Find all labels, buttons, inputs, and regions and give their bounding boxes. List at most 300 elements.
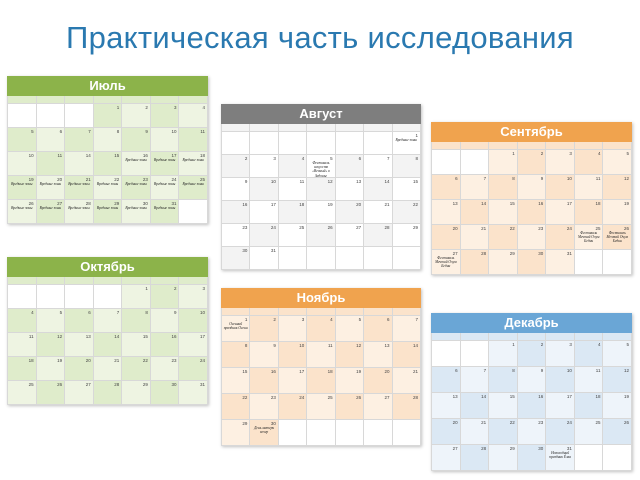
- day-number: 15: [509, 394, 515, 399]
- day-cell: [179, 333, 208, 357]
- day-cell: [221, 368, 250, 394]
- day-cell: [65, 176, 94, 200]
- day-number: 3: [569, 151, 572, 156]
- day-cell: [279, 201, 307, 224]
- day-number: 31: [171, 201, 177, 206]
- day-number: 25: [595, 420, 601, 425]
- day-cell: [37, 309, 66, 333]
- weekday-cell: [489, 142, 518, 150]
- day-cell: [65, 381, 94, 405]
- day-cell: [221, 394, 250, 420]
- day-cell: [461, 225, 490, 250]
- day-number: 22: [142, 358, 148, 363]
- day-number: 28: [114, 382, 120, 387]
- day-cell: [461, 175, 490, 200]
- day-cell: [518, 200, 547, 225]
- day-number: 14: [481, 201, 487, 206]
- day-cell: [37, 104, 66, 128]
- day-number: 23: [270, 395, 276, 400]
- day-number: 6: [387, 317, 390, 322]
- day-cell: [546, 393, 575, 419]
- day-cell: [364, 224, 392, 247]
- day-number: 9: [540, 368, 544, 373]
- day-number: 13: [85, 334, 91, 339]
- day-cell: [575, 250, 604, 275]
- day-cell: [7, 176, 37, 200]
- day-number: 19: [624, 201, 630, 206]
- weekday-cell: [279, 308, 307, 316]
- day-cell: [179, 357, 208, 381]
- day-number: 23: [171, 358, 177, 363]
- calendar-grid: [221, 132, 421, 270]
- day-number: 16: [171, 334, 177, 339]
- week-row: [7, 357, 208, 381]
- day-cell: [431, 225, 461, 250]
- day-cell: [336, 201, 364, 224]
- day-cell: [336, 247, 364, 270]
- weekday-cell: [489, 333, 518, 341]
- day-number: 19: [28, 177, 34, 182]
- day-number: 6: [88, 310, 91, 315]
- day-number: 24: [566, 420, 572, 425]
- day-cell: [364, 368, 392, 394]
- day-cell: [151, 152, 180, 176]
- week-row: [431, 419, 632, 445]
- day-number: 27: [356, 225, 362, 230]
- calendar-november: [221, 288, 421, 446]
- day-cell: [431, 393, 461, 419]
- calendar-grid: [7, 285, 208, 405]
- day-cell: [603, 393, 632, 419]
- day-number: 23: [242, 225, 248, 230]
- day-cell: [393, 368, 421, 394]
- weekday-cell: [37, 96, 66, 104]
- weekday-cell: [393, 124, 421, 132]
- day-cell: [431, 150, 461, 175]
- day-cell: [122, 333, 151, 357]
- weekday-cell: [279, 124, 307, 132]
- day-number: 3: [569, 342, 572, 347]
- day-cell: [518, 175, 547, 200]
- day-cell: [7, 152, 37, 176]
- day-cell: [603, 419, 632, 445]
- day-number: 13: [384, 343, 390, 348]
- day-event-note: Вредные зоны: [153, 206, 176, 210]
- day-number: 12: [356, 343, 362, 348]
- weekday-strip: [431, 333, 632, 341]
- day-number: 4: [597, 151, 601, 156]
- day-number: 2: [540, 151, 544, 156]
- day-number: 5: [626, 151, 630, 156]
- day-cell: [221, 224, 250, 247]
- day-number: 18: [595, 201, 601, 206]
- day-number: 21: [85, 177, 91, 182]
- day-cell: [364, 201, 392, 224]
- day-cell: [221, 420, 250, 446]
- day-number: 7: [88, 129, 91, 134]
- day-cell: [307, 342, 335, 368]
- week-row: [221, 132, 421, 155]
- day-number: 29: [509, 251, 515, 256]
- day-cell: [122, 176, 151, 200]
- day-cell: [151, 200, 180, 224]
- day-cell: [431, 175, 461, 200]
- day-event-note: Вредные зоны: [11, 182, 33, 186]
- day-number: 20: [85, 358, 91, 363]
- day-cell: [461, 367, 490, 393]
- day-cell: [221, 132, 250, 155]
- weekday-cell: [546, 142, 575, 150]
- day-cell: [221, 342, 250, 368]
- day-number: 17: [171, 153, 177, 158]
- day-number: 8: [512, 368, 515, 373]
- day-number: 31: [566, 446, 572, 451]
- day-cell: [461, 200, 490, 225]
- month-header: Август: [221, 104, 421, 124]
- weekday-cell: [151, 277, 180, 285]
- day-number: 14: [85, 153, 91, 158]
- day-cell: [250, 247, 278, 270]
- day-cell: [7, 200, 37, 224]
- day-cell: [575, 150, 604, 175]
- day-number: 16: [142, 153, 148, 158]
- day-number: 1: [415, 133, 418, 138]
- day-cell: [393, 247, 421, 270]
- day-event-note: Вредные зоны: [96, 182, 119, 186]
- day-cell: [179, 309, 208, 333]
- day-cell: [546, 367, 575, 393]
- day-number: 7: [116, 310, 120, 315]
- day-cell: [94, 333, 123, 357]
- day-number: 9: [273, 343, 276, 348]
- day-number: 30: [142, 201, 148, 206]
- day-cell: [7, 381, 37, 405]
- day-cell: [461, 393, 490, 419]
- week-row: [7, 333, 208, 357]
- day-cell: [151, 309, 180, 333]
- weekday-cell: [575, 333, 604, 341]
- day-cell: [307, 178, 335, 201]
- day-cell: [575, 445, 604, 471]
- week-row: [431, 225, 632, 250]
- day-cell: [489, 341, 518, 367]
- day-number: 12: [624, 368, 630, 373]
- day-cell: [65, 152, 94, 176]
- day-number: 9: [145, 129, 148, 134]
- day-cell: [489, 150, 518, 175]
- week-row: [431, 341, 632, 367]
- day-cell: [179, 128, 208, 152]
- calendar-december: [431, 313, 632, 471]
- day-number: 16: [270, 369, 276, 374]
- week-row: [221, 224, 421, 247]
- day-number: 11: [299, 179, 305, 184]
- day-number: 12: [327, 179, 333, 184]
- day-number: 13: [452, 394, 458, 399]
- day-number: 18: [200, 153, 206, 158]
- calendar-august: [221, 104, 421, 270]
- day-event-note: Фестиваль Мечтай Очум Бедин: [435, 256, 457, 269]
- week-row: [221, 342, 421, 368]
- day-number: 10: [270, 179, 276, 184]
- day-cell: [489, 200, 518, 225]
- day-number: 24: [299, 395, 305, 400]
- day-number: 26: [624, 420, 630, 425]
- day-number: 27: [384, 395, 390, 400]
- calendar-july: [7, 76, 208, 224]
- day-number: 29: [142, 382, 148, 387]
- day-number: 15: [142, 334, 148, 339]
- calendar-grid: [431, 341, 632, 471]
- day-cell: [37, 128, 66, 152]
- day-cell: [307, 224, 335, 247]
- day-cell: [279, 224, 307, 247]
- day-cell: [489, 393, 518, 419]
- day-cell: [250, 394, 278, 420]
- week-row: [7, 128, 208, 152]
- day-cell: [94, 381, 123, 405]
- day-cell: [179, 285, 208, 309]
- week-row: [7, 104, 208, 128]
- week-row: [431, 150, 632, 175]
- week-row: [221, 316, 421, 342]
- day-event-note: Фестиваль Мечтай Очум Бедин: [606, 231, 628, 244]
- day-cell: [518, 341, 547, 367]
- day-event-note: Вредные зоны: [39, 206, 62, 210]
- month-header: Сентябрь: [431, 122, 632, 142]
- week-row: [221, 247, 421, 270]
- day-number: 23: [142, 177, 148, 182]
- weekday-cell: [518, 333, 547, 341]
- day-cell: [151, 381, 180, 405]
- day-cell: [250, 201, 278, 224]
- day-number: 15: [412, 179, 418, 184]
- day-cell: [364, 342, 392, 368]
- day-cell: [546, 445, 575, 471]
- day-cell: [221, 201, 250, 224]
- day-cell: [279, 316, 307, 342]
- day-cell: [151, 176, 180, 200]
- day-cell: [307, 368, 335, 394]
- day-cell: [393, 178, 421, 201]
- day-cell: [518, 393, 547, 419]
- day-number: 30: [242, 248, 248, 253]
- day-number: 8: [415, 156, 418, 161]
- day-cell: [307, 155, 335, 178]
- day-number: 18: [299, 202, 305, 207]
- day-number: 1: [145, 286, 148, 291]
- day-number: 10: [200, 310, 206, 315]
- day-number: 7: [483, 176, 487, 181]
- day-number: 29: [114, 201, 120, 206]
- day-number: 3: [301, 317, 305, 322]
- day-cell: [122, 128, 151, 152]
- day-number: 4: [31, 310, 34, 315]
- week-row: [7, 285, 208, 309]
- day-number: 30: [171, 382, 177, 387]
- weekday-strip: [221, 308, 421, 316]
- weekday-strip: [7, 277, 208, 285]
- weekday-cell: [307, 308, 335, 316]
- day-cell: [7, 333, 37, 357]
- day-cell: [65, 285, 94, 309]
- day-number: 20: [57, 177, 63, 182]
- day-cell: [221, 178, 250, 201]
- day-event-note: Вредные зоны: [39, 182, 62, 186]
- day-event-note: Вредные зоны: [182, 158, 204, 162]
- day-number: 30: [538, 251, 544, 256]
- weekday-cell: [94, 277, 123, 285]
- day-cell: [179, 200, 208, 224]
- day-cell: [489, 445, 518, 471]
- weekday-cell: [431, 333, 461, 341]
- day-cell: [393, 224, 421, 247]
- day-number: 14: [481, 394, 487, 399]
- day-number: 4: [301, 156, 305, 161]
- day-number: 9: [244, 179, 248, 184]
- day-cell: [221, 247, 250, 270]
- day-number: 10: [566, 368, 572, 373]
- day-number: 23: [538, 420, 544, 425]
- day-number: 27: [452, 251, 458, 256]
- day-number: 26: [356, 395, 362, 400]
- day-cell: [94, 152, 123, 176]
- day-cell: [7, 357, 37, 381]
- day-cell: [279, 178, 307, 201]
- day-number: 5: [358, 317, 362, 322]
- day-cell: [603, 150, 632, 175]
- day-cell: [37, 200, 66, 224]
- weekday-cell: [179, 96, 208, 104]
- day-cell: [65, 128, 94, 152]
- day-number: 22: [509, 420, 515, 425]
- day-cell: [489, 225, 518, 250]
- weekday-cell: [546, 333, 575, 341]
- weekday-cell: [336, 308, 364, 316]
- day-cell: [461, 250, 490, 275]
- day-cell: [575, 419, 604, 445]
- week-row: [221, 368, 421, 394]
- day-cell: [279, 342, 307, 368]
- weekday-cell: [94, 96, 123, 104]
- weekday-cell: [364, 308, 392, 316]
- day-number: 10: [566, 176, 572, 181]
- weekday-cell: [364, 124, 392, 132]
- day-cell: [65, 357, 94, 381]
- day-cell: [37, 357, 66, 381]
- day-cell: [7, 104, 37, 128]
- day-event-note: Фестиваль Мечтай Очум Бедин: [577, 231, 600, 244]
- day-cell: [250, 178, 278, 201]
- week-row: [7, 152, 208, 176]
- day-cell: [336, 132, 364, 155]
- day-cell: [279, 132, 307, 155]
- weekday-cell: [307, 124, 335, 132]
- day-cell: [7, 285, 37, 309]
- day-number: 29: [509, 446, 515, 451]
- day-cell: [307, 132, 335, 155]
- day-number: 22: [114, 177, 120, 182]
- day-number: 2: [244, 156, 248, 161]
- day-number: 17: [566, 201, 572, 206]
- day-number: 21: [481, 226, 487, 231]
- day-number: 1: [512, 342, 515, 347]
- day-cell: [37, 176, 66, 200]
- day-cell: [393, 420, 421, 446]
- day-number: 28: [85, 201, 91, 206]
- day-event-note: Вредные зоны: [68, 182, 90, 186]
- day-cell: [603, 200, 632, 225]
- day-number: 28: [481, 251, 487, 256]
- day-event-note: Вредные зоны: [153, 182, 176, 186]
- day-number: 26: [28, 201, 34, 206]
- day-cell: [603, 341, 632, 367]
- weekday-cell: [250, 124, 278, 132]
- day-number: 24: [171, 177, 177, 182]
- week-row: [431, 250, 632, 275]
- day-number: 22: [412, 202, 418, 207]
- day-cell: [122, 381, 151, 405]
- day-cell: [364, 178, 392, 201]
- day-number: 19: [624, 394, 630, 399]
- week-row: [7, 200, 208, 224]
- day-cell: [179, 152, 208, 176]
- month-header: Декабрь: [431, 313, 632, 333]
- day-cell: [122, 200, 151, 224]
- day-number: 5: [330, 156, 333, 161]
- day-cell: [431, 250, 461, 275]
- day-cell: [364, 316, 392, 342]
- day-cell: [94, 200, 123, 224]
- day-cell: [122, 357, 151, 381]
- day-number: 5: [59, 310, 63, 315]
- day-number: 8: [116, 129, 120, 134]
- day-number: 14: [114, 334, 120, 339]
- weekday-cell: [393, 308, 421, 316]
- day-cell: [518, 367, 547, 393]
- week-row: [7, 381, 208, 405]
- day-cell: [65, 333, 94, 357]
- day-number: 28: [412, 395, 418, 400]
- day-cell: [65, 104, 94, 128]
- week-row: [7, 176, 208, 200]
- day-event-note: Вредные зоны: [125, 158, 147, 162]
- day-number: 19: [327, 202, 333, 207]
- day-number: 12: [624, 176, 630, 181]
- day-number: 13: [452, 201, 458, 206]
- day-cell: [431, 200, 461, 225]
- day-cell: [575, 341, 604, 367]
- day-cell: [151, 104, 180, 128]
- weekday-cell: [151, 96, 180, 104]
- day-cell: [431, 419, 461, 445]
- day-cell: [518, 419, 547, 445]
- day-cell: [336, 368, 364, 394]
- day-number: 1: [116, 105, 120, 110]
- day-number: 27: [452, 446, 458, 451]
- day-number: 18: [28, 358, 34, 363]
- day-number: 18: [327, 369, 333, 374]
- day-cell: [431, 445, 461, 471]
- day-number: 14: [412, 343, 418, 348]
- day-cell: [65, 309, 94, 333]
- day-cell: [94, 176, 123, 200]
- day-number: 1: [512, 151, 515, 156]
- day-cell: [94, 285, 123, 309]
- day-event-note: Вредные зоны: [11, 206, 33, 210]
- day-cell: [122, 309, 151, 333]
- week-row: [431, 445, 632, 471]
